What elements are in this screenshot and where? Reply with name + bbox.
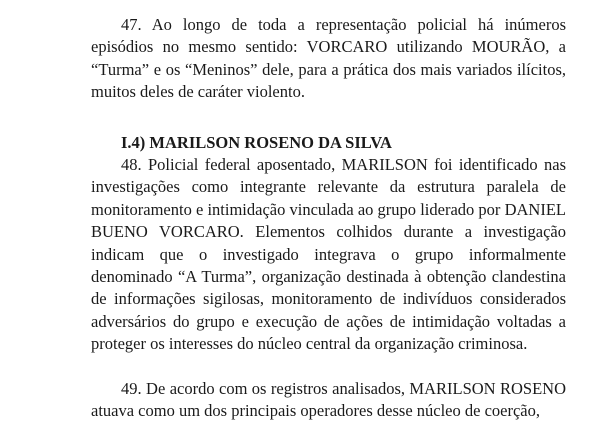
document-page xyxy=(91,14,566,423)
section-heading: I.4) MARILSON ROSENO DA SILVA xyxy=(121,132,392,152)
paragraph-49: 49. De acordo com os registros analisados, MARILSON ROSENO atuava como um dos principais operadores desse núcleo de coerção, xyxy=(91,378,566,421)
paragraph-48: 48. Policial federal aposentado, MARILSON foi identificado nas investigações como integrante relevante da estrutura paralela de monitoramento e intimidação vinculada ao grupo liderado por DANIEL BUENO VORCARO. Elementos colhidos durante a investigação indicam que o investigado integrava o grupo informalmente denominado “A Turma”, organização destinada à obtenção clandestina de informações sigilosas, monitoramento de indivíduos considerados adversários do grupo e execução de ações de intimidação voltadas a proteger os interesses do núcleo central da organização criminosa. xyxy=(91,155,566,354)
paragraph-47: 47. Ao longo de toda a representação policial há inúmeros episódios no mesmo sentido: VORCARO utilizando MOURÃO, a “Turma” e os “Meninos” dele, para a prática dos mais variados ilícitos, muitos deles de caráter violento. xyxy=(91,15,566,102)
